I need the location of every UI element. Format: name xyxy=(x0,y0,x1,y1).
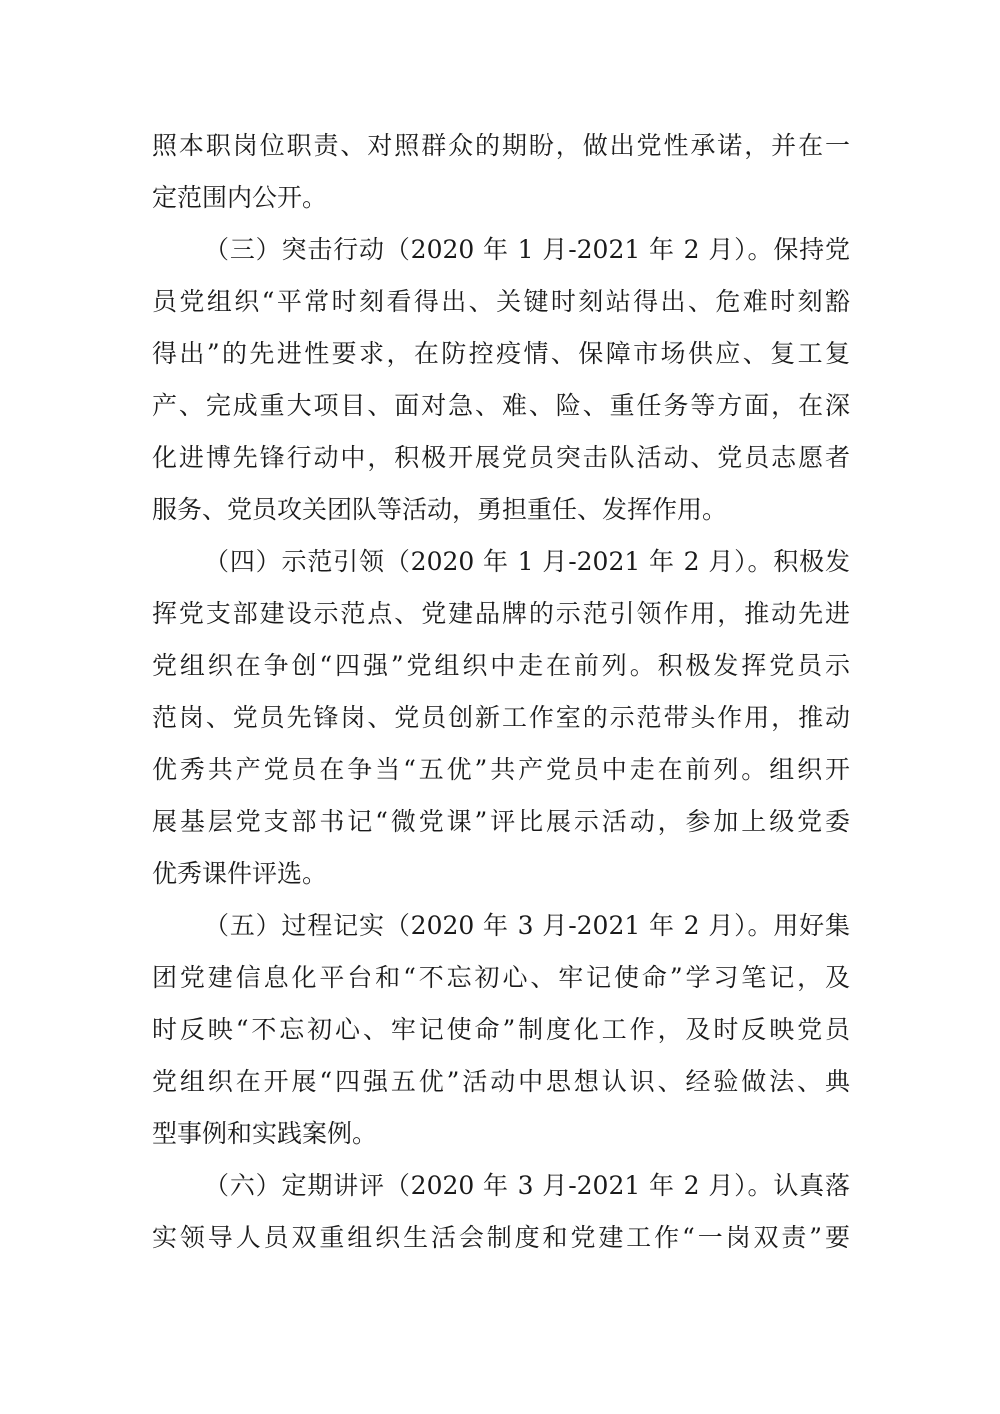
paragraph-continued xyxy=(152,120,850,224)
paragraph-section-5 xyxy=(152,900,850,1160)
paragraph-line: 党组织在开展“四强五优”活动中思想认识、经验做法、典 xyxy=(152,1067,850,1096)
paragraph-section-3 xyxy=(152,224,850,536)
paragraph-line: 优秀课件评选。 xyxy=(152,859,328,888)
paragraph-line: 型事例和实践案例。 xyxy=(152,1119,378,1148)
paragraph-line: 得出”的先进性要求，在防控疫情、保障市场供应、复工复 xyxy=(152,339,850,368)
document-body xyxy=(152,120,850,1264)
paragraph-line: 优秀共产党员在争当“五优”共产党员中走在前列。组织开 xyxy=(152,755,850,784)
paragraph-line: 时反映“不忘初心、牢记使命”制度化工作，及时反映党员 xyxy=(152,1015,850,1044)
section-heading-line: （三）突击行动（2020 年 1 月-2021 年 2 月）。保持党 xyxy=(204,235,850,264)
section-heading-line: （五）过程记实（2020 年 3 月-2021 年 2 月）。用好集 xyxy=(204,911,850,940)
paragraph-line: 展基层党支部书记“微党课”评比展示活动，参加上级党委 xyxy=(152,807,850,836)
paragraph-line: 范岗、党员先锋岗、党员创新工作室的示范带头作用，推动 xyxy=(152,703,850,732)
paragraph-line: 产、完成重大项目、面对急、难、险、重任务等方面，在深 xyxy=(152,391,850,420)
paragraph-section-4 xyxy=(152,536,850,900)
section-heading-line: （六）定期讲评（2020 年 3 月-2021 年 2 月）。认真落 xyxy=(204,1171,850,1200)
paragraph-section-6 xyxy=(152,1160,850,1264)
section-heading-line: （四）示范引领（2020 年 1 月-2021 年 2 月）。积极发 xyxy=(204,547,850,576)
paragraph-line: 团党建信息化平台和“不忘初心、牢记使命”学习笔记，及 xyxy=(152,963,850,992)
paragraph-line: 服务、党员攻关团队等活动，勇担重任、发挥作用。 xyxy=(152,495,728,524)
paragraph-line: 员党组织“平常时刻看得出、关键时刻站得出、危难时刻豁 xyxy=(152,287,850,316)
paragraph-line: 实领导人员双重组织生活会制度和党建工作“一岗双责”要 xyxy=(152,1223,850,1252)
paragraph-line: 挥党支部建设示范点、党建品牌的示范引领作用，推动先进 xyxy=(152,599,850,628)
paragraph-line: 化进博先锋行动中，积极开展党员突击队活动、党员志愿者 xyxy=(152,443,850,472)
paragraph-line: 党组织在争创“四强”党组织中走在前列。积极发挥党员示 xyxy=(152,651,850,680)
paragraph-line: 定范围内公开。 xyxy=(152,183,328,212)
paragraph-line: 照本职岗位职责、对照群众的期盼，做出党性承诺，并在一 xyxy=(152,131,850,160)
